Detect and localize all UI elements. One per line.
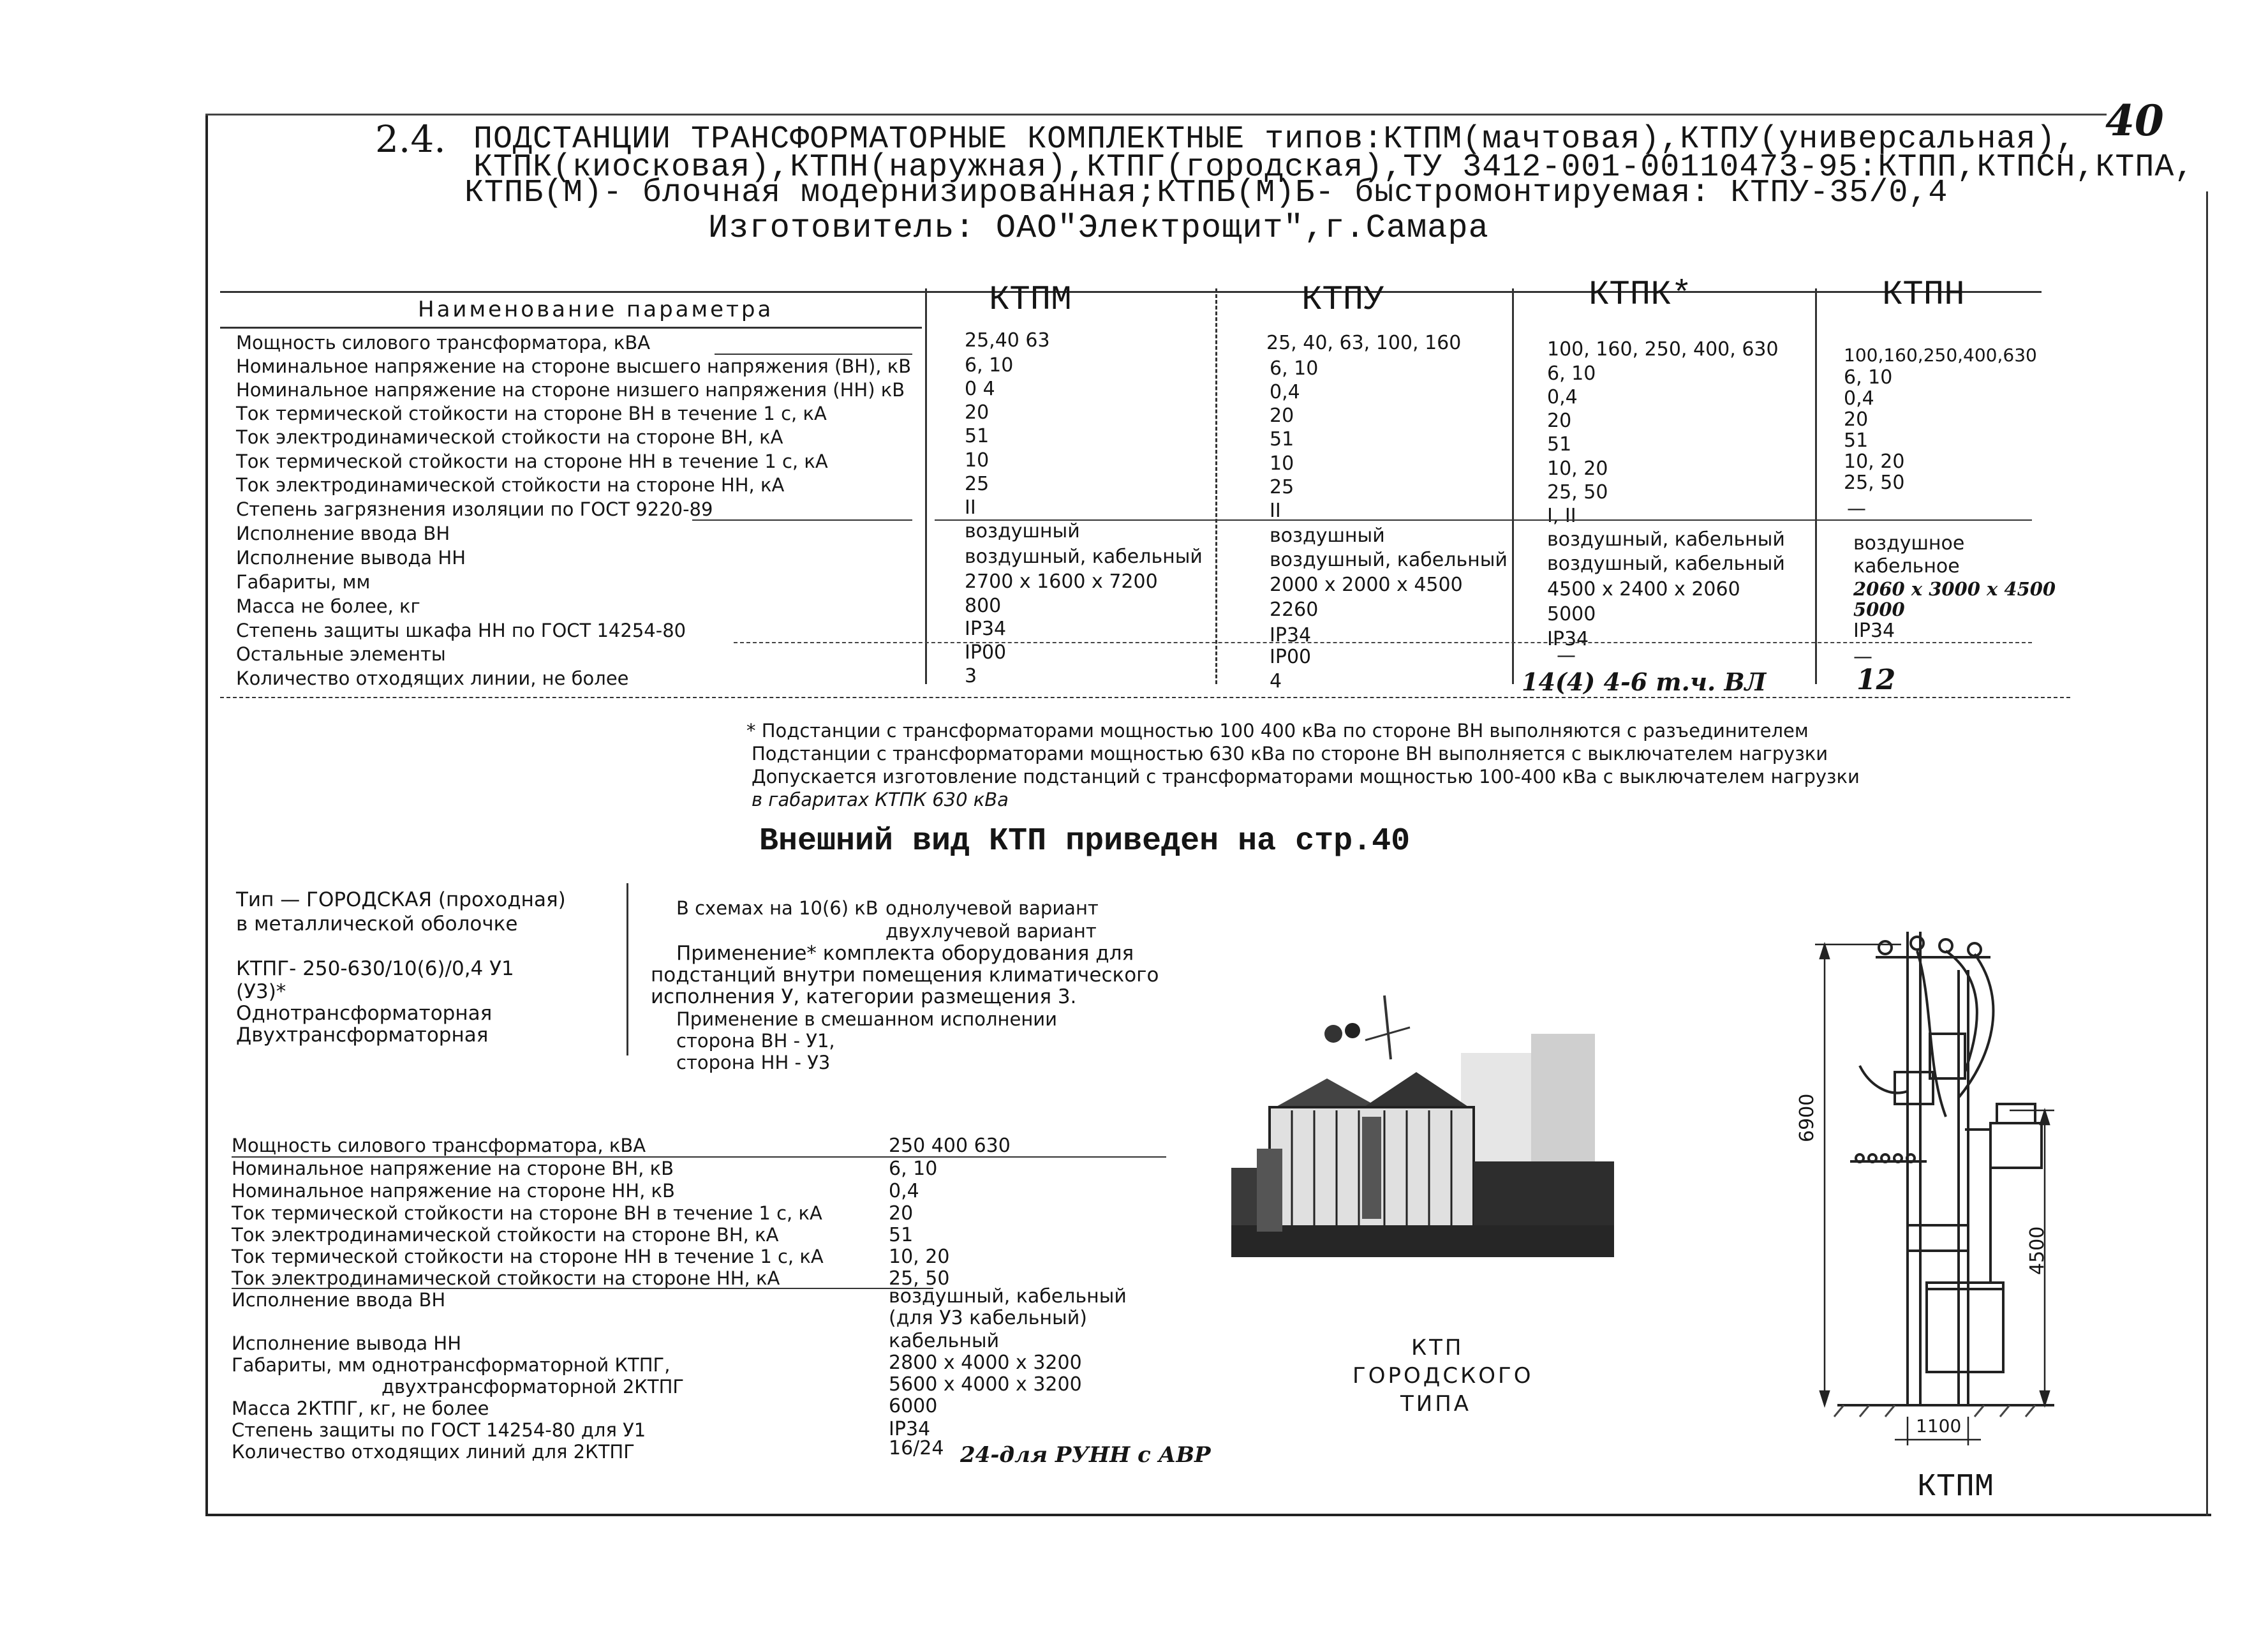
ktpg-label: Ток электродинамической стойкости на стороне ВН, кА	[232, 1224, 779, 1246]
dim-mid-label: 4500	[2026, 1226, 2049, 1275]
ktpg-value: 250 400 630	[889, 1135, 1011, 1157]
row-label: Ток термической стойкости на стороне НН в течение 1 с, кА	[236, 451, 828, 472]
ktpg-label: Ток электродинамической стойкости на стороне НН, кА	[232, 1267, 780, 1289]
cell: 51	[965, 425, 989, 447]
cell: —	[1847, 498, 1866, 520]
cell: 2260	[1270, 599, 1319, 621]
row-label: Исполнение ввода ВН	[236, 523, 450, 544]
ktpg-label: двухтрансформаторной 2КТПГ	[382, 1376, 685, 1398]
cell: IP00	[965, 641, 1007, 664]
col-divider-4	[1815, 288, 1817, 684]
ktpg-value: 51	[889, 1224, 914, 1246]
ktpg-label: Ток термической стойкости на стороне НН в течение 1 с, кА	[232, 1246, 824, 1267]
ktpg-value: кабельный	[889, 1330, 1000, 1352]
cell: 20	[1547, 410, 1572, 432]
row-rule	[692, 519, 912, 521]
cell: воздушный	[965, 520, 1080, 542]
cell: 2000 x 2000 x 4500	[1270, 574, 1463, 596]
cell: 20	[1270, 405, 1294, 427]
drawing-caption: КТПМ	[1917, 1469, 1994, 1505]
footnote-2: Подстанции с трансформаторами мощностью 630 кВа по стороне ВН выполняется с выключателем нагрузки	[752, 743, 1828, 765]
ktpg-label: Исполнение вывода НН	[232, 1332, 462, 1354]
cell: воздушное	[1853, 532, 1965, 555]
ktpg-label: Номинальное напряжение на стороне ВН, кВ	[232, 1158, 674, 1179]
photo-caption-2: ГОРОДСКОГО	[1353, 1363, 1534, 1389]
row-label: Исполнение вывода НН	[236, 547, 466, 569]
cell: I, II	[1547, 505, 1576, 527]
page-number: 40	[2105, 96, 2164, 145]
footnote-3: Допускается изготовление подстанций с трансформаторами мощностью 100-400 кВа с выключателем нагрузки	[752, 766, 1860, 787]
cell: 25	[965, 473, 989, 495]
cell: II	[1270, 500, 1281, 522]
row-label: Мощность силового трансформатора, кВА	[236, 332, 651, 354]
ktpg-climate: (У3)*	[236, 980, 286, 1003]
cell: 51	[1270, 428, 1294, 451]
row-label: Ток электродинамической стойкости на стороне НН, кА	[236, 474, 785, 496]
cell: 100,160,250,400,630	[1844, 345, 2037, 366]
cell: воздушный, кабельный	[1547, 553, 1785, 575]
row-label: Остальные элементы	[236, 643, 446, 665]
cell: II	[965, 496, 976, 519]
row-label: Габариты, мм	[236, 571, 371, 593]
cell: 10, 20	[1547, 458, 1608, 480]
photo-caption-3: ТИПА	[1400, 1391, 1472, 1417]
ktpg-label: Мощность силового трансформатора, кВА	[232, 1135, 646, 1156]
cell: 25, 50	[1547, 481, 1608, 503]
ktpg-label: Номинальное напряжение на стороне НН, кВ	[232, 1180, 675, 1202]
header-line-2: КТПК(киосковая),КТПН(наружная),КТПГ(городская),ТУ 3412-001-00110473-95:КТПП,КТПСН,КТПА,	[473, 149, 2195, 186]
cell: 51	[1844, 429, 1869, 452]
scheme-1: однолучевой вариант	[886, 897, 1099, 919]
cell: 5000	[1853, 599, 1905, 620]
schemes-label: В схемах на 10(6) кВ	[676, 897, 878, 919]
row-label: Номинальное напряжение на стороне высшего напряжения (ВН), кВ	[236, 355, 912, 377]
handwritten-note: 24-для РУНН с АВР	[960, 1442, 1211, 1468]
cell: воздушный, кабельный	[1270, 549, 1508, 571]
row-label: Степень загрязнения изоляции по ГОСТ 9220-89	[236, 498, 713, 520]
application-4: Применение в смешанном исполнении	[676, 1008, 1057, 1030]
cell: 3	[965, 665, 977, 687]
cell: 6, 10	[965, 354, 1014, 377]
ktpg-type-line-2: в металлической оболочке	[236, 913, 518, 936]
cell: 6, 10	[1844, 366, 1893, 389]
row-label: Ток электродинамической стойкости на стороне ВН, кА	[236, 426, 783, 448]
manufacturer: Изготовитель: ОАО"Электрощит",г.Самара	[708, 209, 1489, 247]
frame-right-line	[2206, 191, 2208, 1516]
footnote-4: в габаритах КТПК 630 кВа	[752, 789, 1009, 810]
col-header-ktpu: КТПУ	[1301, 281, 1384, 320]
cell: 20	[965, 401, 989, 424]
ktpg-value: IP34	[889, 1418, 931, 1440]
cell: 4	[1270, 670, 1282, 692]
cell: 0,4	[1270, 381, 1300, 403]
cell: 800	[965, 595, 1002, 617]
ktpg-label: Степень защиты по ГОСТ 14254-80 для У1	[232, 1419, 646, 1441]
cell: 51	[1547, 433, 1572, 456]
ktpg-value: (для У3 кабельный)	[889, 1307, 1087, 1329]
ktpg-variant-2: Двухтрансформаторная	[236, 1024, 489, 1047]
param-header: Наименование параметра	[418, 297, 774, 322]
application-2: подстанций внутри помещения климатического	[651, 964, 1159, 987]
cell: IP34	[1270, 624, 1312, 646]
col-divider-3	[1512, 288, 1514, 684]
cell: IP34	[1547, 628, 1589, 650]
header-line-1: ПОДСТАНЦИИ ТРАНСФОРМАТОРНЫЕ КОМПЛЕКТНЫЕ типов:КТПМ(мачтовая),КТПУ(универсальная),	[473, 121, 2076, 158]
ktpg-designation: КТПГ- 250-630/10(6)/0,4 У1	[236, 957, 514, 980]
cell: —	[1853, 646, 1872, 668]
scheme-2: двухлучевой вариант	[886, 920, 1097, 942]
frame-top-line	[205, 114, 2107, 116]
cell: кабельное	[1853, 555, 1960, 578]
col-header-ktpm: КТПМ	[989, 281, 1072, 320]
cell: IP34	[1853, 620, 1895, 642]
ktpg-value: 10, 20	[889, 1246, 950, 1268]
ktpg-label: Масса 2КТПГ, кг, не более	[232, 1398, 489, 1419]
application-1: Применение* комплекта оборудования для	[676, 942, 1134, 965]
ktpg-value: 0,4	[889, 1180, 919, 1202]
ktpg-value: 2800 x 4000 x 3200	[889, 1352, 1082, 1374]
cell: 10	[965, 449, 989, 472]
cell: 2060 x 3000 x 4500	[1853, 578, 2056, 600]
ktp-photo	[1231, 957, 1614, 1257]
col-divider-1	[925, 288, 927, 684]
dim-width-label: 1100	[1916, 1415, 1962, 1436]
cell: IP00	[1270, 646, 1312, 668]
ktpg-value: 16/24	[889, 1437, 944, 1459]
cell: 14(4) 4-6 т.ч. ВЛ	[1522, 668, 1767, 696]
cell: 6, 10	[1270, 357, 1319, 380]
cell: 4500 x 2400 x 2060	[1547, 578, 1740, 600]
ktpg-label: Габариты, мм однотрансформаторной КТПГ,	[232, 1354, 671, 1376]
cell: 25, 50	[1844, 472, 1905, 494]
cell: 5000	[1547, 603, 1596, 625]
ktpm-drawing	[1799, 906, 2067, 1481]
row-label: Номинальное напряжение на стороне низшего напряжения (НН) кВ	[236, 379, 905, 401]
cell: 10	[1270, 452, 1294, 475]
ktpg-label: Ток термической стойкости на стороне ВН в течение 1 с, кА	[232, 1202, 822, 1224]
ktpg-label: Количество отходящих линий для 2КТПГ	[232, 1441, 635, 1463]
application-5: сторона ВН - У1,	[676, 1030, 835, 1052]
cell: 100, 160, 250, 400, 630	[1547, 338, 1779, 361]
ktpg-value: 5600 x 4000 x 3200	[889, 1373, 1082, 1396]
row-rule	[715, 354, 912, 355]
cell: 12	[1857, 664, 1896, 696]
cell: воздушный, кабельный	[965, 546, 1203, 568]
dim-height-label: 6900	[1796, 1093, 1818, 1142]
ktpg-value: 6, 10	[889, 1158, 938, 1180]
photo-caption-1: КТП	[1411, 1335, 1464, 1361]
ktpg-label: Исполнение ввода ВН	[232, 1289, 446, 1311]
cell: 0 4	[965, 378, 995, 400]
ktpg-value: 25, 50	[889, 1267, 950, 1290]
application-3: исполнения У, категории размещения 3.	[651, 985, 1077, 1008]
cell: IP34	[965, 618, 1007, 640]
row-label: Масса не более, кг	[236, 595, 420, 617]
cell: —	[1557, 645, 1576, 667]
row-rule	[935, 519, 2032, 521]
external-view-note: Внешний вид КТП приведен на стр.40	[759, 823, 1411, 860]
row-rule	[734, 642, 2032, 643]
cell: воздушный	[1270, 525, 1385, 547]
row-label: Ток термической стойкости на стороне ВН в течение 1 с, кА	[236, 403, 827, 424]
ktpg-variant-1: Однотрансформаторная	[236, 1002, 493, 1025]
table-top-rule	[220, 291, 2042, 293]
cell: 25	[1270, 476, 1294, 498]
ktpg-value: 20	[889, 1202, 914, 1225]
cell: 6, 10	[1547, 362, 1596, 385]
col-header-ktpk: КТПК*	[1589, 276, 1693, 315]
row-label: Степень защиты шкафа НН по ГОСТ 14254-80	[236, 620, 686, 641]
col-divider-2	[1215, 288, 1217, 684]
col-header-ktpn: КТПН	[1882, 276, 1965, 315]
ktpg-value: 6000	[889, 1395, 938, 1417]
footnote-1: * Подстанции с трансформаторами мощностью 100 400 кВа по стороне ВН выполняются с разъединителем	[746, 720, 1809, 742]
cell: 20	[1844, 408, 1869, 431]
table-bottom-rule	[220, 697, 2070, 698]
section-number: 2.4.	[375, 117, 446, 161]
ktpg-divider	[626, 883, 628, 1055]
cell: 0,4	[1844, 387, 1874, 410]
ktpg-type-line-1: Тип — ГОРОДСКАЯ (проходная)	[236, 888, 566, 911]
row-label: Количество отходящих линии, не более	[236, 668, 629, 689]
cell: 25,40 63	[965, 329, 1050, 352]
ktpg-value: воздушный, кабельный	[889, 1285, 1127, 1308]
cell: 10, 20	[1844, 451, 1905, 473]
header-line-3: КТПБ(М)- блочная модернизированная;КТПБ(М)Б- быстромонтируемая: КТПУ-35/0,4	[464, 175, 1948, 211]
cell: 25, 40, 63, 100, 160	[1266, 332, 1462, 354]
table-head-rule	[220, 327, 922, 329]
cell: 2700 x 1600 x 7200	[965, 571, 1158, 593]
cell: воздушный, кабельный	[1547, 528, 1785, 551]
cell: 0,4	[1547, 386, 1578, 408]
application-6: сторона НН - У3	[676, 1052, 831, 1073]
